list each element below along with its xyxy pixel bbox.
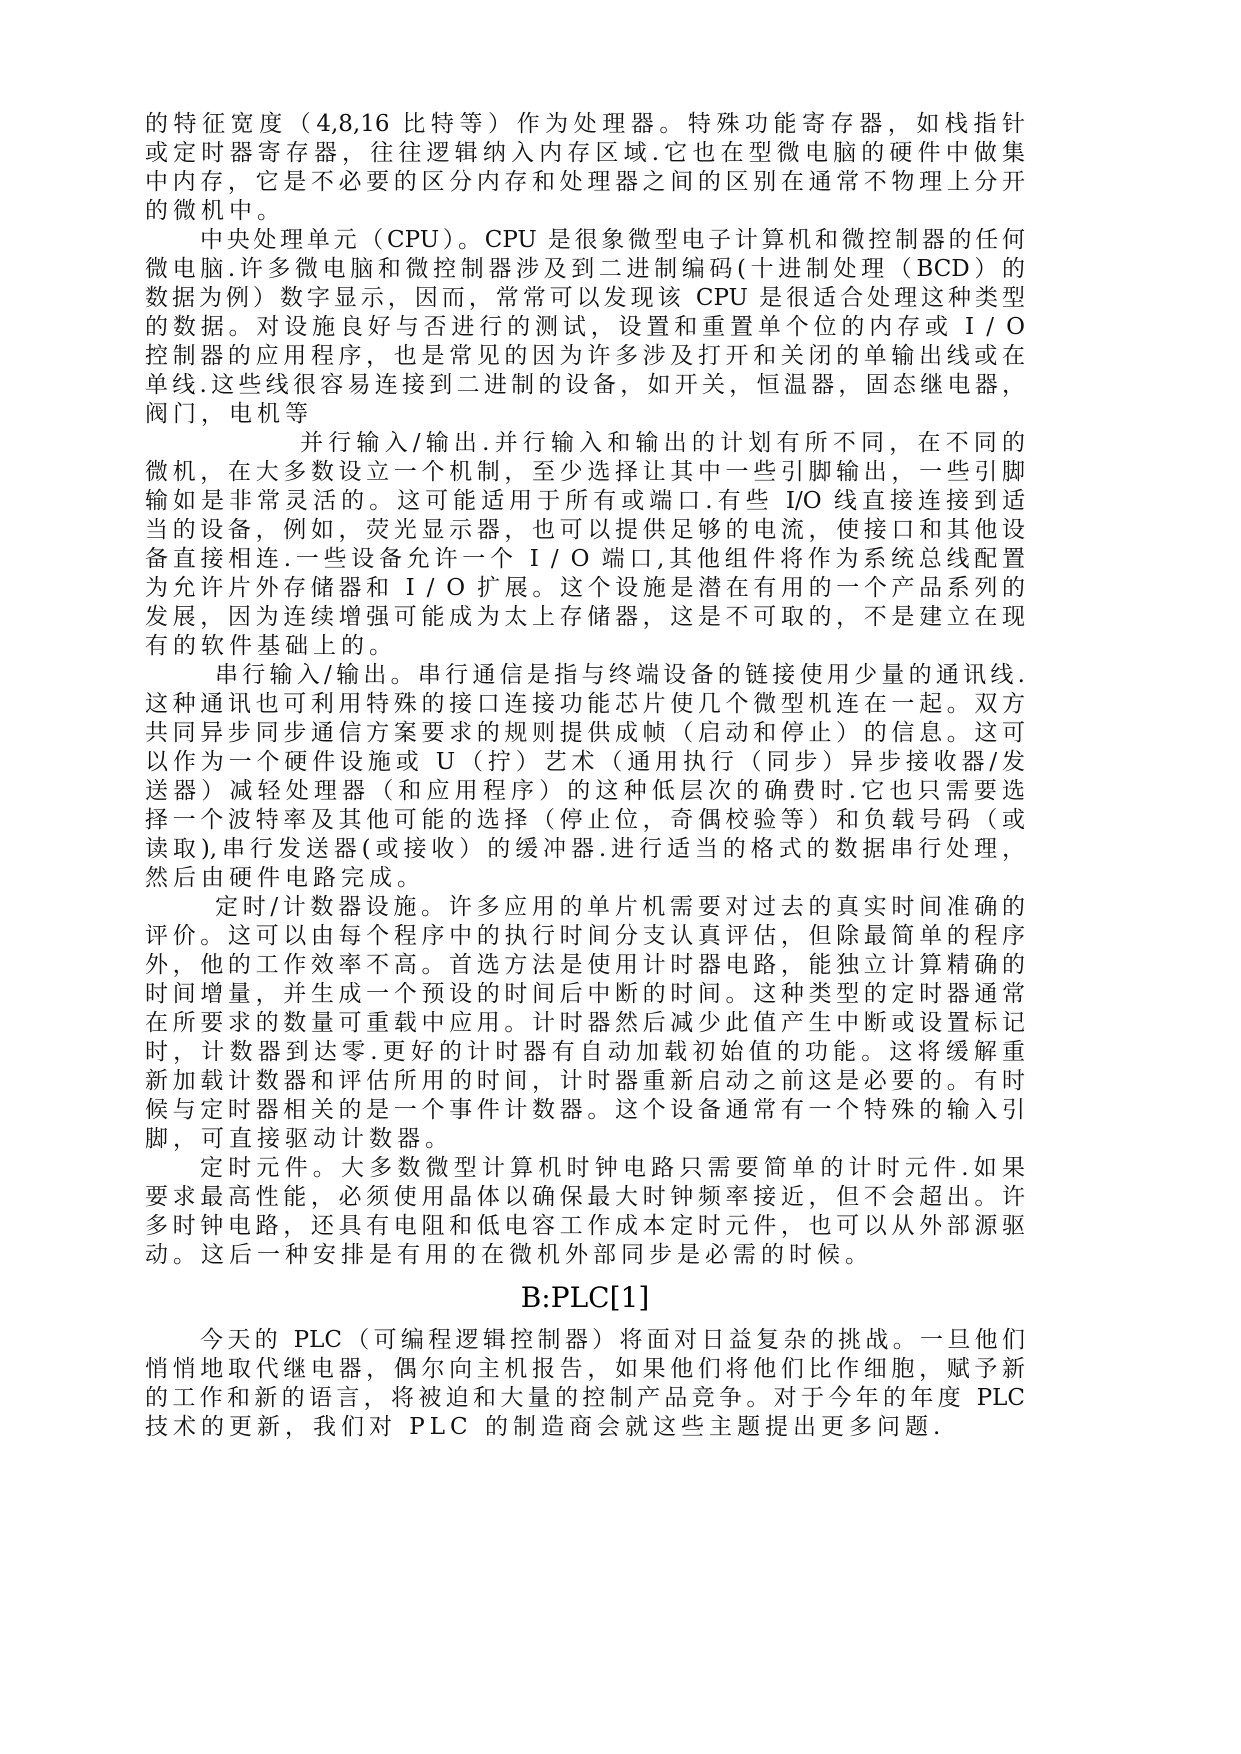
text-line: 串行输入/输出。串行通信是指与终端设备的链接使用少量的通讯线. xyxy=(215,662,1025,688)
paragraph-timing-components xyxy=(145,1154,1025,1270)
text-line: 这种通讯也可利用特殊的接口连接功能芯片使几个微型机连在一起。双方 xyxy=(145,691,1025,717)
text-line: 脚，可直接驱动计数器。 xyxy=(145,1126,453,1152)
text-line: 新加载计数器和评估所用的时间，计时器重新启动之前这是必要的。有时 xyxy=(145,1068,1025,1094)
text-line: 择一个波特率及其他可能的选择（停止位，奇偶校验等）和负载号码（或 xyxy=(145,807,1025,833)
text-line: 的特征宽度（4,8,16 比特等）作为处理器。特殊功能寄存器，如栈指针 xyxy=(145,111,1025,137)
text-line: 时间增量，并生成一个预设的时间后中断的时间。这种类型的定时器通常 xyxy=(145,981,1025,1007)
text-line: 候与定时器相关的是一个事件计数器。这个设备通常有一个特殊的输入引 xyxy=(145,1097,1025,1123)
text-line: 或定时器寄存器，往往逻辑纳入内存区域.它也在型微电脑的硬件中做集 xyxy=(145,140,1025,166)
text-line: 有的软件基础上的。 xyxy=(145,633,397,659)
paragraph-plc-intro xyxy=(145,1326,1025,1442)
text-line: 动。这后一种安排是有用的在微机外部同步是必需的时候。 xyxy=(145,1242,873,1268)
text-line: 输如是非常灵活的。这可能适用于所有或端口.有些 I/O 线直接连接到适 xyxy=(145,488,1025,514)
text-line: 控制器的应用程序，也是常见的因为许多涉及打开和关闭的单输出线或在 xyxy=(145,343,1025,369)
text-line: 然后由硬件电路完成。 xyxy=(145,865,425,891)
paragraph-register-continuation xyxy=(145,110,1025,226)
text-line: 中内存，它是不必要的区分内存和处理器之间的区别在通常不物理上分开 xyxy=(145,169,1025,195)
text-line: 技术的更新，我们对 PLC 的制造商会就这些主题提出更多问题. xyxy=(145,1414,946,1440)
text-line: 并行输入/输出.并行输入和输出的计划有所不同，在不同的 xyxy=(300,430,1025,456)
section-heading: B:PLC[1] xyxy=(520,1281,650,1314)
text-line: 为允许片外存储器和 I / O 扩展。这个设施是潜在有用的一个产品系列的 xyxy=(145,575,1025,601)
text-line: 阀门，电机等 xyxy=(145,401,313,427)
text-line: 以作为一个硬件设施或 U（拧）艺术（通用执行（同步）异步接收器/发 xyxy=(145,749,1025,775)
text-line: 微电脑.许多微电脑和微控制器涉及到二进制编码(十进制处理（BCD）的 xyxy=(145,256,1025,282)
text-line: 读取),串行发送器(或接收）的缓冲器.进行适当的格式的数据串行处理， xyxy=(145,836,1025,862)
text-line: 当的设备，例如，荧光显示器，也可以提供足够的电流，使接口和其他设 xyxy=(145,517,1025,543)
text-line: 评价。这可以由每个程序中的执行时间分支认真评估，但除最简单的程序 xyxy=(145,923,1025,949)
text-line: 定时/计数器设施。许多应用的单片机需要对过去的真实时间准确的 xyxy=(215,894,1025,920)
text-line: 共同异步同步通信方案要求的规则提供成帧（启动和停止）的信息。这可 xyxy=(145,720,1025,746)
text-line: 备直接相连.一些设备允许一个 I / O 端口,其他组件将作为系统总线配置 xyxy=(145,546,1025,572)
text-line: 单线.这些线很容易连接到二进制的设备，如开关，恒温器，固态继电器， xyxy=(145,372,1025,398)
paragraph-parallel-io xyxy=(145,429,1025,661)
paragraph-serial-io xyxy=(145,661,1025,893)
text-line: 时，计数器到达零.更好的计时器有自动加载初始值的功能。这将缓解重 xyxy=(145,1039,1025,1065)
text-line: 定时元件。大多数微型计算机时钟电路只需要简单的计时元件.如果 xyxy=(200,1155,1025,1181)
text-line: 中央处理单元（CPU）。CPU 是很象微型电子计算机和微控制器的任何 xyxy=(200,227,1025,253)
text-line: 微机，在大多数设立一个机制，至少选择让其中一些引脚输出，一些引脚 xyxy=(145,459,1025,485)
text-line: 悄悄地取代继电器，偶尔向主机报告，如果他们将他们比作细胞，赋予新 xyxy=(145,1356,1025,1382)
text-line: 外，他的工作效率不高。首选方法是使用计时器电路，能独立计算精确的 xyxy=(145,952,1025,978)
text-line: 多时钟电路，还具有电阻和低电容工作成本定时元件，也可以从外部源驱 xyxy=(145,1213,1025,1239)
text-line: 在所要求的数量可重载中应用。计时器然后减少此值产生中断或设置标记 xyxy=(145,1010,1025,1036)
paragraph-timer-counter xyxy=(145,893,1025,1154)
text-line: 今天的 PLC（可编程逻辑控制器）将面对日益复杂的挑战。一旦他们 xyxy=(200,1327,1025,1353)
text-line: 发展，因为连续增强可能成为太上存储器，这是不可取的，不是建立在现 xyxy=(145,604,1025,630)
text-line: 的微机中。 xyxy=(145,198,285,224)
text-line: 的工作和新的语言，将被迫和大量的控制产品竞争。对于今年的年度 PLC xyxy=(145,1385,1025,1411)
text-line: 数据为例）数字显示，因而，常常可以发现该 CPU 是很适合处理这种类型 xyxy=(145,285,1025,311)
paragraph-cpu xyxy=(145,226,1025,429)
text-line: 送器）减轻处理器（和应用程序）的这种低层次的确费时.它也只需要选 xyxy=(145,778,1025,804)
document-page xyxy=(145,110,1025,1442)
text-line: 要求最高性能，必须使用晶体以确保最大时钟频率接近，但不会超出。许 xyxy=(145,1184,1025,1210)
text-line: 的数据。对设施良好与否进行的测试，设置和重置单个位的内存或 I / O xyxy=(145,314,1025,340)
